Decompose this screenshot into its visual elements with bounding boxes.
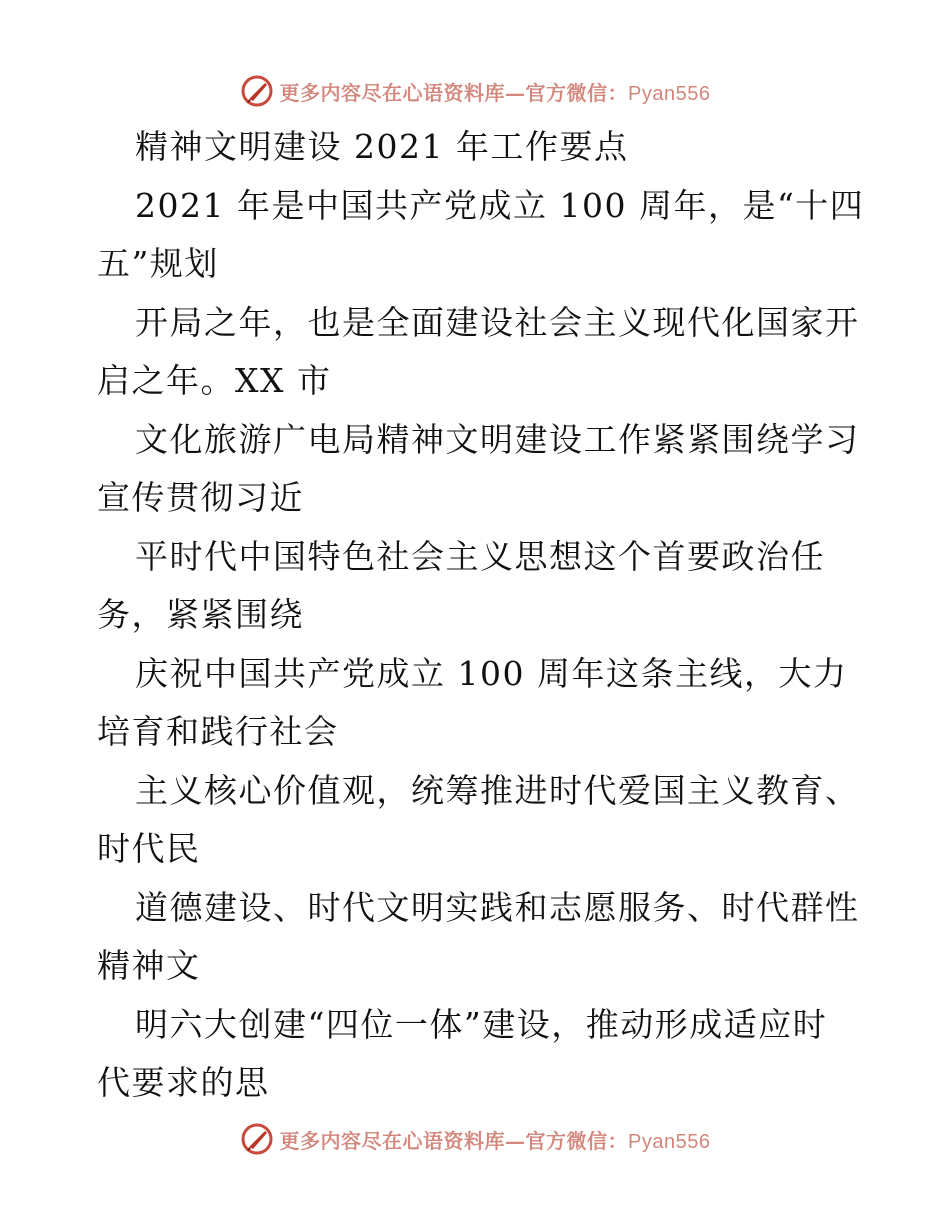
text-line: 务，紧紧围绕: [97, 595, 304, 634]
header-watermark: [0, 71, 950, 111]
footer-watermark: [0, 1119, 950, 1159]
text-line: 五”规划: [97, 244, 219, 283]
watermark-text: [280, 1125, 711, 1154]
watermark-cn: 更多内容尽在心语资料库—官方微信：: [279, 1128, 629, 1153]
quill-logo-icon: [240, 1122, 274, 1156]
text-line: 主义核心价值观，统筹推进时代爱国主义教育、: [135, 770, 860, 810]
watermark-wechat-id: Pyan556: [628, 82, 711, 105]
watermark-cn: 更多内容尽在心语资料库—官方微信：: [279, 80, 629, 105]
watermark-wechat-id: Pyan556: [628, 1130, 711, 1153]
text-line: 文化旅游广电局精神文明建设工作紧紧围绕学习: [135, 419, 860, 459]
text-line: 道德建设、时代文明实践和志愿服务、时代群性: [135, 887, 860, 927]
quill-logo-icon: [240, 74, 274, 108]
watermark-text: [280, 77, 711, 106]
text-line: 培育和践行社会: [97, 712, 339, 751]
text-line: 宣传贯彻习近: [97, 478, 304, 517]
text-line: 精神文: [97, 946, 201, 985]
text-line: 开局之年，也是全面建设社会主义现代化国家开: [135, 302, 860, 342]
text-line: 庆祝中国共产党成立 100 周年这条主线，大力: [135, 653, 848, 693]
text-line: 代要求的思: [97, 1063, 270, 1102]
text-line: 2021 年是中国共产党成立 100 周年，是“十四: [135, 185, 865, 225]
document-body: [97, 118, 865, 1113]
text-line: 时代民: [97, 829, 201, 868]
text-line: 明六大创建“四位一体”建设，推动形成适应时: [135, 1004, 828, 1044]
text-line: 精神文明建设 2021 年工作要点: [135, 127, 629, 166]
text-line: 启之年。XX 市: [97, 361, 332, 400]
text-line: 平时代中国特色社会主义思想这个首要政治任: [135, 536, 825, 576]
